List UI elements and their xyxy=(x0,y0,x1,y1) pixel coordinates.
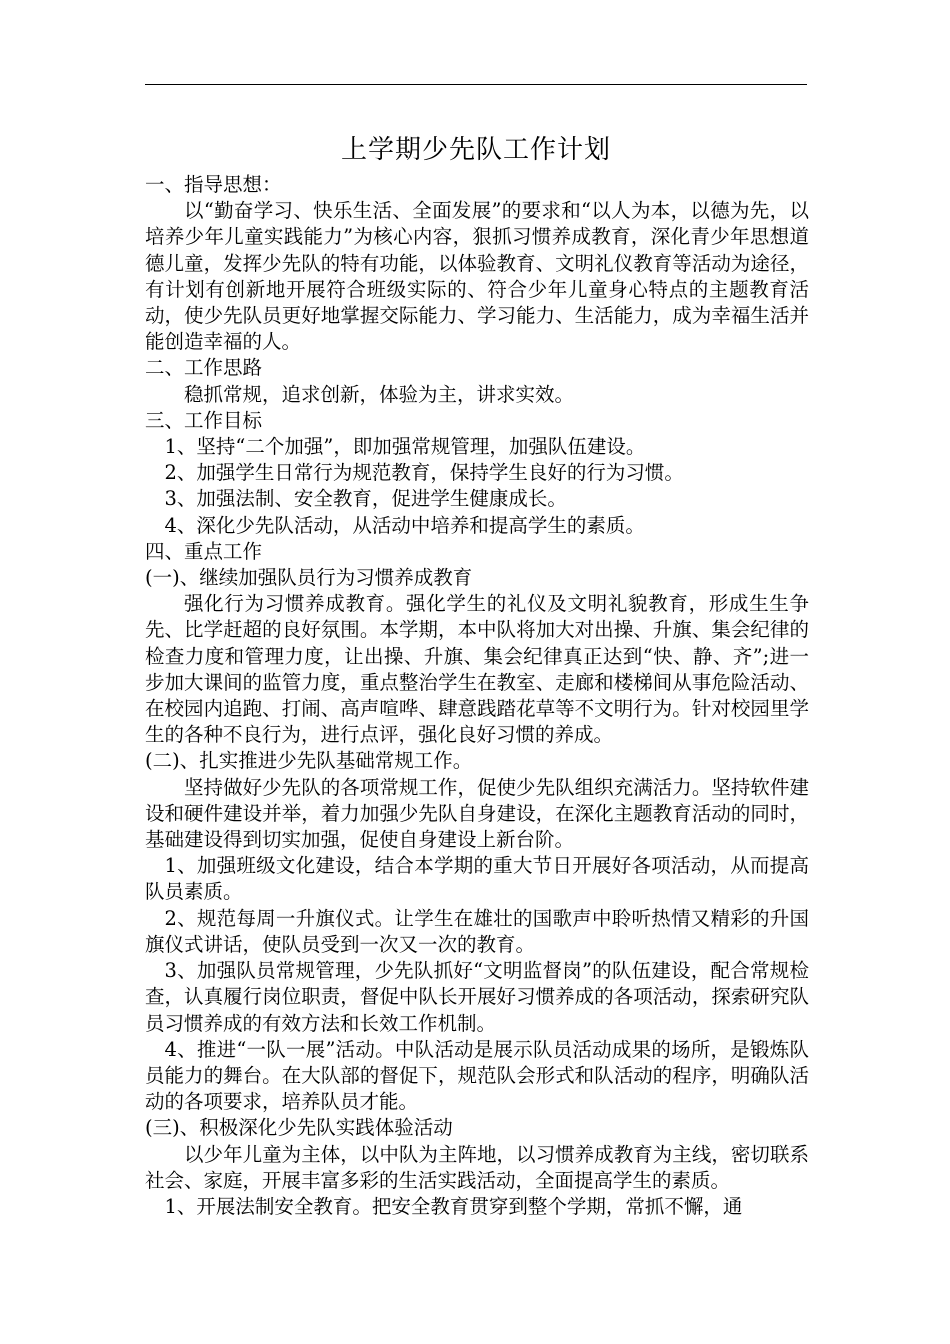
document-body xyxy=(145,172,809,1220)
section-heading: 三、工作目标 xyxy=(145,408,263,432)
body-paragraph: 以“勤奋学习、快乐生活、全面发展”的要求和“以人为本，以德为先，以培养少年儿童实践能力”为核心内容，狠抓习惯养成教育，深化青少年思想道德儿童，发挥少先队的特有功能，以体验教育、文明礼仪教育等活动为途径，有计划有创新地开展符合班级实际的、符合少年儿童身心特点的主题教育活动，使少先队员更好地掌握交际能力、学习能力、生活能力，成为幸福生活并能创造幸福的人。 xyxy=(145,199,809,354)
body-paragraph: 4、深化少先队活动，从活动中培养和提高学生的素质。 xyxy=(164,513,645,537)
body-paragraph: 坚持做好少先队的各项常规工作，促使少先队组织充满活力。坚持软件建设和硬件建设并举，着力加强少先队自身建设，在深化主题教育活动的同时，基础建设得到切实加强，促使自身建设上新台阶。 xyxy=(145,775,809,852)
body-paragraph: 2、加强学生日常行为规范教育，保持学生良好的行为习惯。 xyxy=(164,461,684,485)
body-paragraph: 4、推进“一队一展”活动。中队活动是展示队员活动成果的场所，是锻炼队员能力的舞台。在大队部的督促下，规范队会形式和队活动的程序，明确队活动的各项要求，培养队员才能。 xyxy=(145,1037,809,1114)
body-paragraph: 稳抓常规，追求创新，体验为主，讲求实效。 xyxy=(184,382,575,406)
body-paragraph: 3、加强法制、安全教育，促进学生健康成长。 xyxy=(164,487,567,511)
section-heading: 一、指导思想： xyxy=(145,173,282,196)
page-title: 上学期少先队工作计划 xyxy=(340,135,611,165)
section-heading: (一)、继续加强队员行为习惯养成教育 xyxy=(145,566,473,590)
body-paragraph: 强化行为习惯养成教育。强化学生的礼仪及文明礼貌教育，形成生生争先、比学赶超的良好氛围。本学期，本中队将加大对出操、升旗、集会纪律的检查力度和管理力度，让出操、升旗、集会纪律真正达到“快、静、齐”;进一步加大课间的监管力度，重点整治学生在教室、走廊和楼梯间从事危险活动、在校园内追跑、打闹、高声喧哗、肆意践踏花草等不文明行为。针对校园里学生的各种不良行为，进行点评，强化良好习惯的养成。 xyxy=(145,592,809,747)
body-paragraph: 1、加强班级文化建设，结合本学期的重大节日开展好各项活动，从而提高队员素质。 xyxy=(145,854,809,904)
section-heading: (二)、扎实推进少先队基础常规工作。 xyxy=(145,749,473,773)
section-heading: 二、工作思路 xyxy=(145,356,263,380)
body-paragraph: 1、开展法制安全教育。把安全教育贯穿到整个学期，常抓不懈，通 xyxy=(164,1194,743,1218)
body-paragraph: 以少年儿童为主体，以中队为主阵地，以习惯养成教育为主线，密切联系社会、家庭，开展丰富多彩的生活实践活动，全面提高学生的素质。 xyxy=(145,1142,809,1192)
body-paragraph: 1、坚持“二个加强”，即加强常规管理，加强队伍建设。 xyxy=(164,435,646,459)
header-rule xyxy=(145,84,807,85)
section-heading: 四、重点工作 xyxy=(145,539,263,563)
section-heading: (三)、积极深化少先队实践体验活动 xyxy=(145,1116,453,1140)
body-paragraph: 2、规范每周一升旗仪式。让学生在雄壮的国歌声中聆听热情又精彩的升国旗仪式讲话，使队员受到一次又一次的教育。 xyxy=(145,906,809,956)
body-paragraph: 3、加强队员常规管理，少先队抓好“文明监督岗”的队伍建设，配合常规检查，认真履行岗位职责，督促中队长开展好习惯养成的各项活动，探索研究队员习惯养成的有效方法和长效工作机制。 xyxy=(145,959,809,1035)
